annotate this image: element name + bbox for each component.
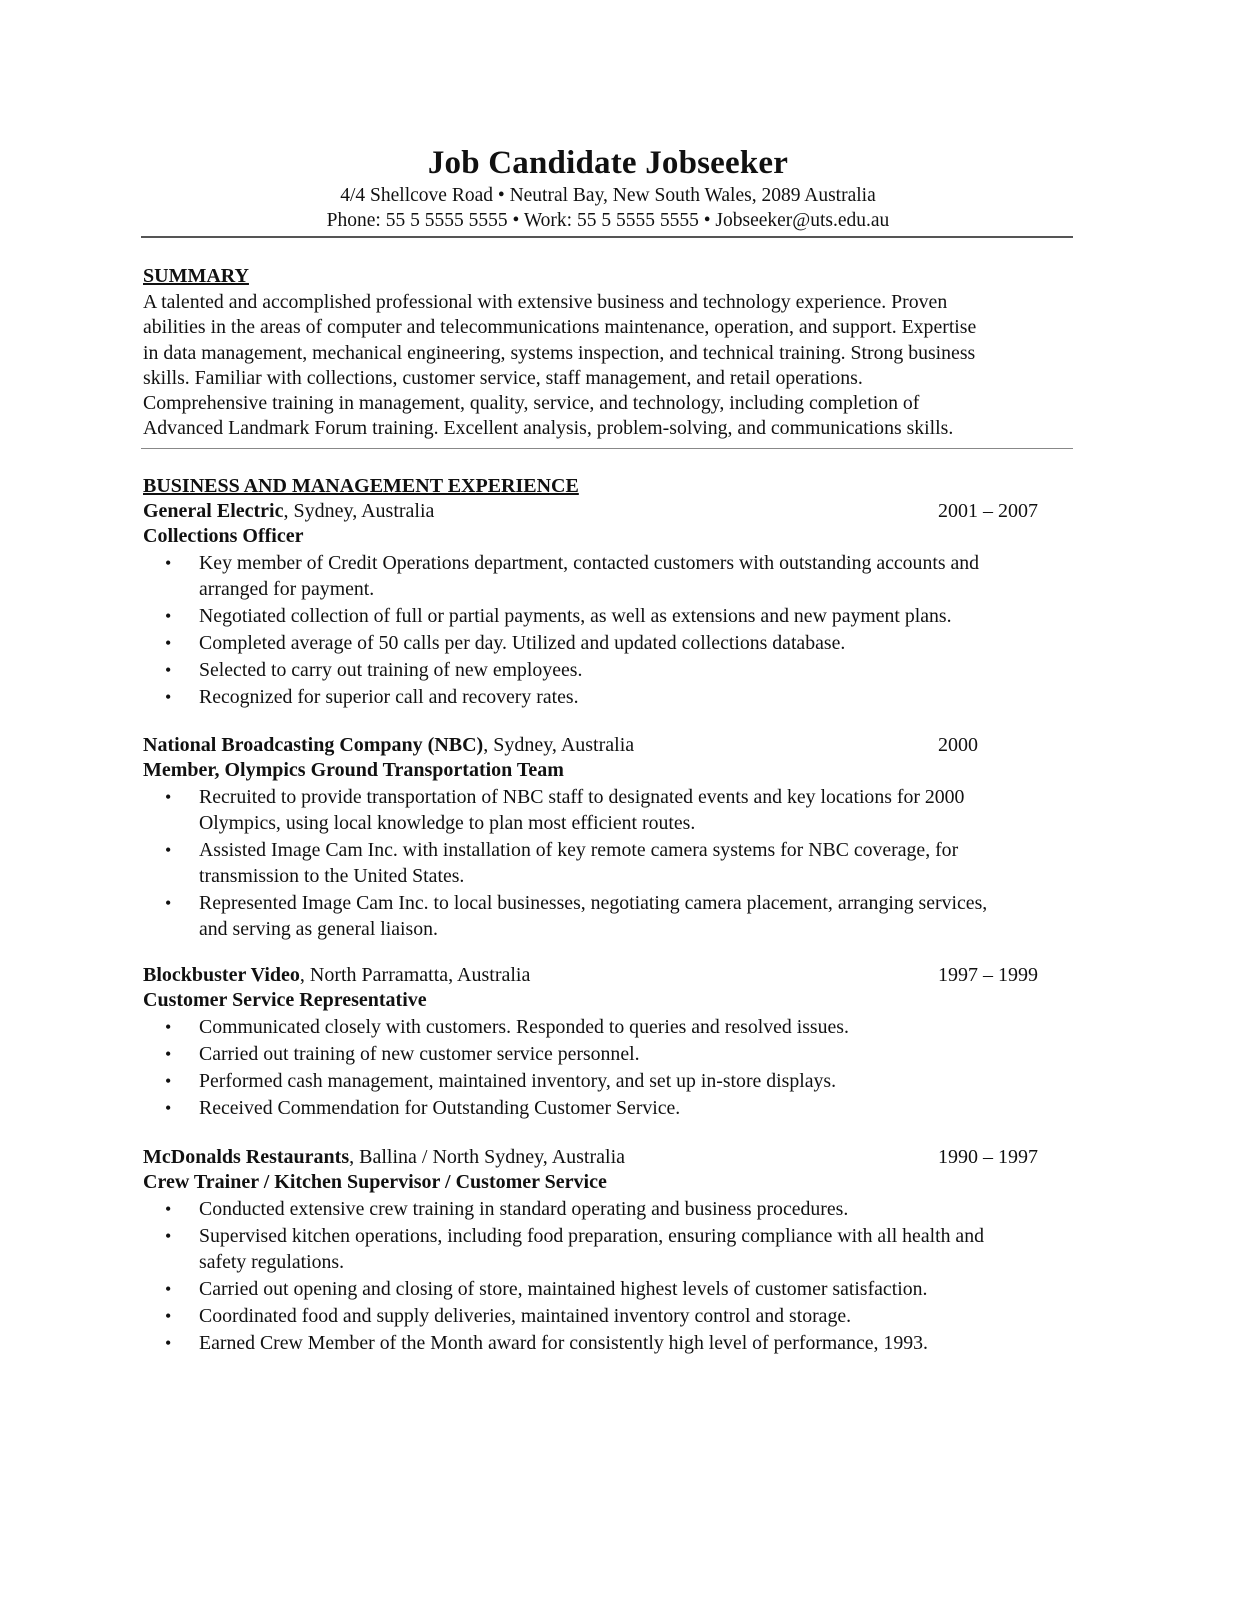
bullet-icon: • [165,1044,172,1064]
job-bullets [143,1196,1073,1356]
bullet-text: Represented Image Cam Inc. to local businesses, negotiating camera placement, arranging services, [199,892,988,914]
job-header [143,499,1073,524]
bullet-text: Conducted extensive crew training in standard operating and business procedures. [199,1198,849,1220]
job-header [143,963,1073,988]
job-bullets [143,784,1073,942]
job-bullets [143,550,1073,710]
bullet-icon: • [165,1306,172,1326]
bullet-icon: • [165,633,172,653]
job-dates: 2001 – 2007 [938,500,1038,522]
company-location: , Sydney, Australia [483,734,635,756]
bullet-icon: • [165,1017,172,1037]
job-entry-blockbuster [143,963,1073,1121]
bullet-item [143,657,1073,683]
summary-line: Advanced Landmark Forum training. Excellent analysis, problem-solving, and communications skills. [143,417,954,440]
job-entry-nbc [143,733,1073,942]
bullet-text: Carried out opening and closing of store, maintained highest levels of customer satisfaction. [199,1278,928,1300]
bullet-icon: • [165,687,172,707]
company-name: Blockbuster Video [143,964,300,986]
bullet-icon: • [165,1098,172,1118]
summary-paragraph [143,290,1073,442]
bullet-icon: • [165,1071,172,1091]
experience-heading: BUSINESS AND MANAGEMENT EXPERIENCE [143,475,579,497]
bullet-item [143,1223,1073,1275]
bullet-item [143,1095,1073,1121]
job-dates: 1997 – 1999 [938,964,1038,986]
bullet-icon: • [165,787,172,807]
bullet-item [143,550,1073,602]
company-name: National Broadcasting Company (NBC) [143,734,484,756]
company-location: , Ballina / North Sydney, Australia [349,1146,626,1168]
bullet-item [143,1330,1073,1356]
bullet-text: Key member of Credit Operations department, contacted customers with outstanding accounts and [199,552,980,574]
bullet-icon: • [165,606,172,626]
job-entry-general-electric [143,499,1073,710]
summary-heading: SUMMARY [143,265,249,287]
job-dates: 2000 [938,734,978,756]
bullet-text: Communicated closely with customers. Responded to queries and resolved issues. [199,1016,849,1038]
bullet-icon: • [165,1333,172,1353]
bullet-text: Negotiated collection of full or partial payments, as well as extensions and new payment plans. [199,605,952,627]
bullet-item [143,890,1073,942]
company-name: McDonalds Restaurants [143,1146,350,1168]
bullet-icon: • [165,660,172,680]
job-header [143,1145,1073,1170]
job-title: Collections Officer [143,525,304,547]
bullet-icon: • [165,1226,172,1246]
address-line: 4/4 Shellcove Road • Neutral Bay, New South Wales, 2089 Australia [340,185,876,206]
summary-line: abilities in the areas of computer and telecommunications maintenance, operation, and support. Expertise [143,316,977,339]
summary-line: in data management, mechanical engineering, systems inspection, and technical training. Strong business [143,341,976,364]
bullet-text: arranged for payment. [199,578,375,600]
bullet-icon: • [165,893,172,913]
resume-header [144,143,1072,233]
job-title: Member, Olympics Ground Transportation Team [143,759,564,781]
bullet-item [143,837,1073,889]
bullet-item [143,1068,1073,1094]
bullet-text: Selected to carry out training of new employees. [199,659,583,681]
bullet-item [143,684,1073,710]
company-location: , North Parramatta, Australia [299,964,531,986]
job-dates: 1990 – 1997 [938,1146,1038,1168]
bullet-icon: • [165,553,172,573]
job-bullets [143,1014,1073,1121]
phone-email-line: Phone: 55 5 5555 5555 • Work: 55 5 5555 5555 • Jobseeker@uts.edu.au [326,210,890,231]
summary-divider [141,448,1073,449]
bullet-text: Assisted Image Cam Inc. with installation of key remote camera systems for NBC coverage, for [199,839,959,861]
bullet-item [143,1196,1073,1222]
bullet-item [143,1041,1073,1067]
bullet-text: safety regulations. [199,1251,345,1273]
bullet-text: Performed cash management, maintained inventory, and set up in-store displays. [199,1070,837,1092]
bullet-text: Completed average of 50 calls per day. Utilized and updated collections database. [199,632,846,654]
candidate-name: Job Candidate Jobseeker [427,145,789,181]
job-title: Crew Trainer / Kitchen Supervisor / Customer Service [143,1171,607,1193]
bullet-text: Supervised kitchen operations, including food preparation, ensuring compliance with all health and [199,1225,984,1247]
header-divider [141,236,1073,238]
bullet-text: Recruited to provide transportation of NBC staff to designated events and key locations for 2000 [199,786,965,808]
job-title: Customer Service Representative [143,989,427,1011]
bullet-text: and serving as general liaison. [199,918,438,940]
summary-line: skills. Familiar with collections, customer service, staff management, and retail operations. [143,366,863,389]
bullet-item [143,1014,1073,1040]
bullet-item [143,784,1073,836]
bullet-text: Coordinated food and supply deliveries, maintained inventory control and storage. [199,1305,852,1327]
company-location: , Sydney, Australia [283,500,435,522]
summary-line: Comprehensive training in management, quality, service, and technology, including completion of [143,392,920,415]
company-name: General Electric [143,500,284,522]
bullet-text: Olympics, using local knowledge to plan most efficient routes. [199,812,696,834]
bullet-item [143,603,1073,629]
bullet-item [143,630,1073,656]
bullet-item [143,1276,1073,1302]
bullet-icon: • [165,840,172,860]
bullet-text: transmission to the United States. [199,865,465,887]
summary-line: A talented and accomplished professional with extensive business and technology experience. Proven [143,291,948,313]
bullet-text: Recognized for superior call and recovery rates. [199,686,579,708]
bullet-text: Carried out training of new customer service personnel. [199,1043,640,1065]
bullet-icon: • [165,1279,172,1299]
job-entry-mcdonalds [143,1145,1073,1356]
bullet-text: Received Commendation for Outstanding Customer Service. [199,1097,681,1119]
bullet-text: Earned Crew Member of the Month award for consistently high level of performance, 1993. [199,1332,928,1354]
bullet-item [143,1303,1073,1329]
job-header [143,733,1073,758]
bullet-icon: • [165,1199,172,1219]
